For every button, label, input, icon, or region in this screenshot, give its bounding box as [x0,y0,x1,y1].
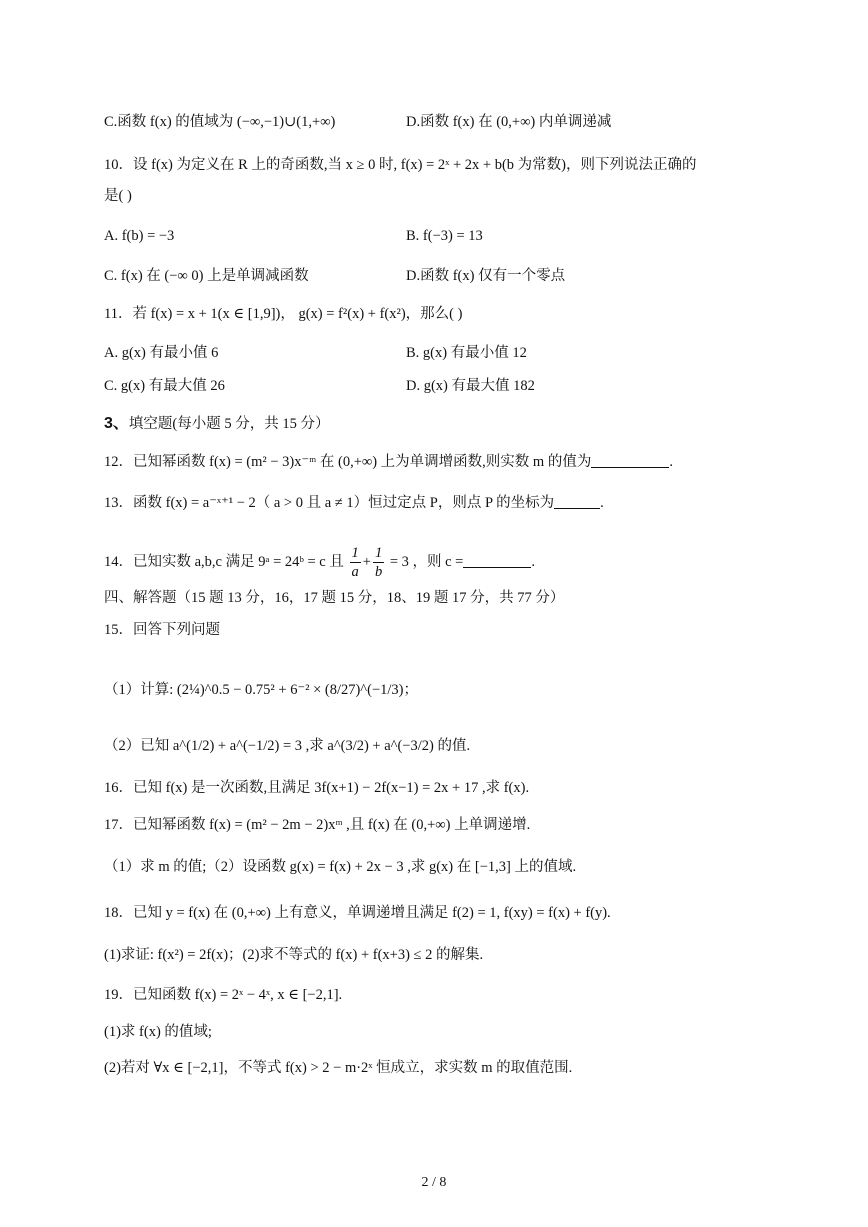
q15-part-2: （2）已知 a^(1/2) + a^(−1/2) = 3 ,求 a^(3/2) + a^(−3/2) 的值. [104,738,471,754]
section-4-heading: 四、解答题（15 题 13 分，16，17 题 15 分，18、19 题 17 分，共 77 分） [104,590,565,606]
q10-stem: 10．设 f(x) 为定义在 R 上的奇函数,当 x ≥ 0 时, f(x) = 2ˣ + 2x + b(b 为常数)，则下列说法正确的 [104,157,697,173]
q14: 14．已知实数 a,b,c 满足 9ᵃ = 24ᵇ = c 且 $\frac{1}{a}$ + $\frac{1}{b}$ = 3 ，则 c = . [104,545,535,581]
q10-option-c: C. f(x) 在 (−∞ 0) 上是单调减函数 [104,268,309,284]
q14-tail: = 3 ，则 c = [389,554,464,570]
q11-option-b: B. g(x) 有最小值 12 [406,345,527,361]
q12 [104,452,673,472]
q19-stem: 19．已知函数 f(x) = 2ˣ − 4ˣ, x ∈ [−2,1]. [104,987,343,1003]
q12-text: 12．已知幂函数 f(x) = (m² − 3)x⁻ᵐ 在 (0,+∞) 上为单调增函数,则实数 m 的值为 [104,454,592,470]
q9-option-d: D.函数 f(x) 在 (0,+∞) 内单调递减 [406,114,612,130]
q10-option-b: B. f(−3) = 13 [406,228,483,244]
q10-stem-cont: 是( ) [104,188,132,204]
q19-part-2: (2)若对 ∀x ∈ [−2,1]，不等式 f(x) > 2 − m·2ˣ 恒成立，求实数 m 的取值范围. [104,1060,573,1076]
q14-text: 14．已知实数 a,b,c 满足 9ᵃ = 24ᵇ = c 且 [104,554,344,570]
section-3-title: 填空题(每小题 5 分，共 15 分） [128,416,330,432]
q14-fraction-a: $\frac{1}{a}$ [351,545,359,581]
q17-parts: （1）求 m 的值;（2）设函数 g(x) = f(x) + 2x − 3 ,求 g(x) 在 [−1,3] 上的值域. [104,859,577,875]
q12-end: . [669,454,673,470]
q13 [104,493,604,513]
q11-option-c: C. g(x) 有最大值 26 [104,378,225,394]
q18-stem: 18．已知 y = f(x) 在 (0,+∞) 上有意义，单调递增且满足 f(2) = 1, f(xy) = f(x) + f(y). [104,905,611,921]
q17-stem: 17．已知幂函数 f(x) = (m² − 2m − 2)xᵐ ,且 f(x) 在 (0,+∞) 上单调递增. [104,817,531,833]
q11-option-a: A. g(x) 有最小值 6 [104,345,219,361]
q12-answer-blank[interactable] [591,453,669,468]
section-3-number: 3、 [104,415,129,432]
q13-text: 13．函数 f(x) = a⁻ˣ⁺¹ − 2（ a > 0 且 a ≠ 1）恒过定点 P，则点 P 的坐标为 [104,495,555,511]
q18-parts: (1)求证: f(x²) = 2f(x)；(2)求不等式的 f(x) + f(x+3) ≤ 2 的解集. [104,947,484,963]
page-number: 2 / 8 [421,1175,447,1190]
q14-fraction-b: $\frac{1}{b}$ [374,545,383,581]
q16: 16．已知 f(x) 是一次函数,且满足 3f(x+1) − 2f(x−1) = 2x + 17 ,求 f(x). [104,780,530,796]
q19-part-1: (1)求 f(x) 的值域; [104,1024,212,1040]
q10-option-a: A. f(b) = −3 [104,228,175,244]
q14-end: . [531,554,535,570]
q13-end: . [600,495,604,511]
q11-option-d: D. g(x) 有最大值 182 [406,378,535,394]
q9-option-c: C.函数 f(x) 的值域为 (−∞,−1)∪(1,+∞) [104,114,336,130]
q14-answer-blank[interactable] [463,553,531,568]
q11-stem: 11．若 f(x) = x + 1(x ∈ [1,9])， g(x) = f²(x) + f(x²)，那么( ) [104,306,463,322]
q15-part-1: （1）计算: (2¼)^0.5 − 0.75² + 6⁻² × (8/27)^(−1/3)； [104,682,418,698]
q15-stem: 15．回答下列问题 [104,622,220,638]
section-3-heading [104,414,329,434]
q13-answer-blank[interactable] [554,494,600,509]
q10-option-d: D.函数 f(x) 仅有一个零点 [406,268,566,284]
